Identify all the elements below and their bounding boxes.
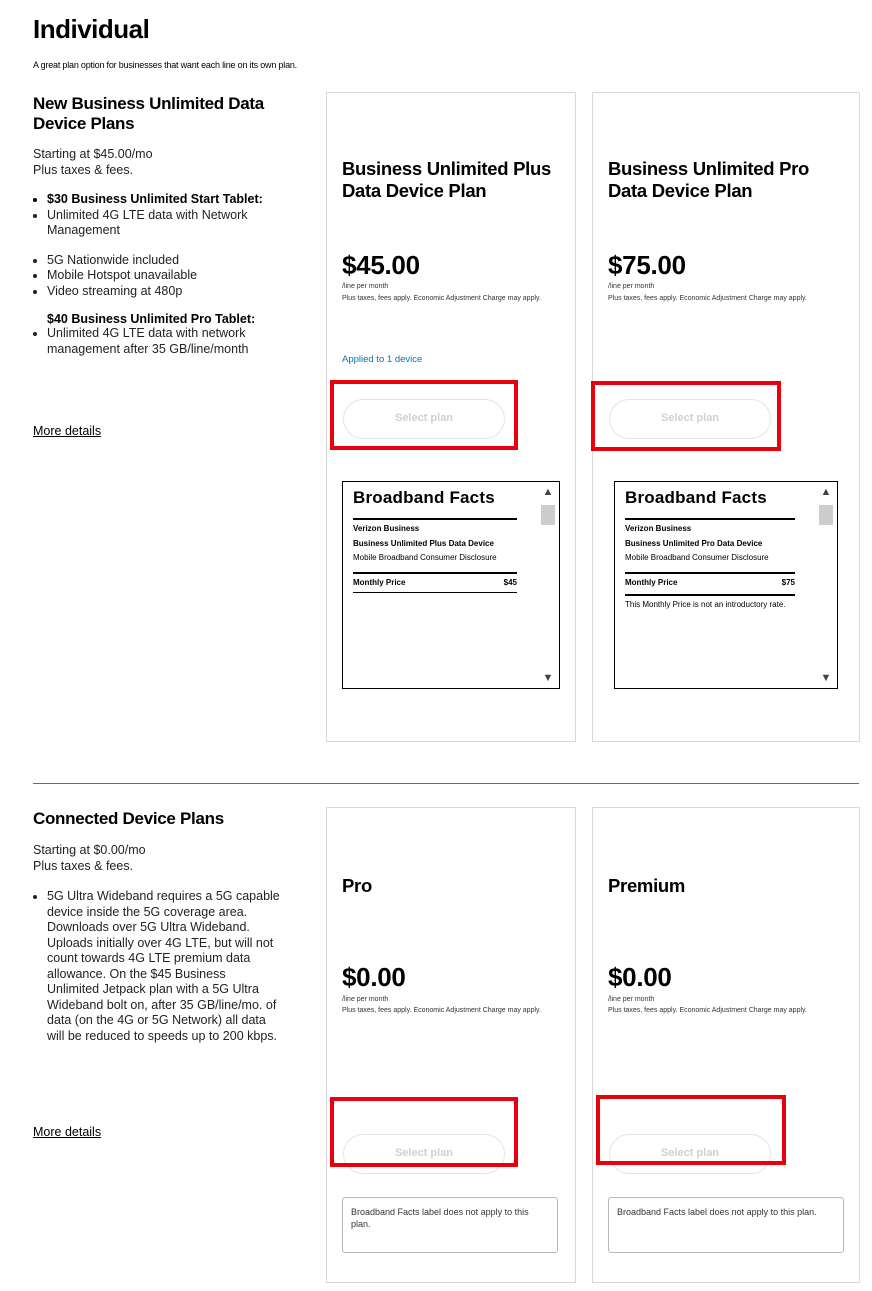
broadband-facts-note: Broadband Facts label does not apply to this plan. <box>342 1197 558 1253</box>
page-title: Individual <box>33 14 150 44</box>
facts-provider: Verizon Business <box>625 524 692 533</box>
feature-subhead: $40 Business Unlimited Pro Tablet: <box>47 312 256 326</box>
plan-name: Business Unlimited Pro Data Device Plan <box>608 158 810 201</box>
facts-monthly-price: Monthly Price $75 <box>625 577 795 587</box>
price-fine-print: Plus taxes, fees apply. Economic Adjustment Charge may apply. <box>342 1007 541 1014</box>
facts-plan: Business Unlimited Plus Data Device <box>353 538 494 548</box>
list-item: • 5G Ultra Wideband requires a 5G capable device inside the 5G coverage area. Downloads over 5G Ultra Wideband. Uploads initially over 4G LTE, but will not count towards 4G LTE premium data allowance. On the $45 Business Unlimited Jetpack plan with a 5G Ultra Wideband bolt on, after 35 GB/line/mo. of data (on the 4G or 5G Network) all data will be reduced to speeds up to 200 kbps. <box>47 889 281 1044</box>
select-plan-button[interactable]: Select plan <box>609 399 771 439</box>
highlight-box <box>591 381 781 451</box>
price-unit: /line per month <box>342 996 389 1003</box>
plan-features <box>33 889 295 1117</box>
price-fine-print: Plus taxes, fees apply. Economic Adjustment Charge may apply. <box>608 1007 807 1014</box>
facts-plan: Business Unlimited Pro Data Device <box>625 538 763 548</box>
plan-name: Business Unlimited Plus Data Device Plan <box>342 158 551 201</box>
list-item: • Unlimited 4G LTE data with Network Management <box>47 208 295 239</box>
scroll-thumb[interactable] <box>819 505 833 525</box>
broadband-facts-note: Broadband Facts label does not apply to this plan. <box>608 1197 844 1253</box>
section-title: Connected Device Plans <box>33 809 224 828</box>
plan-price: $75.00 <box>608 250 686 280</box>
starting-price: Starting at $45.00/mo <box>33 147 153 161</box>
feature-list <box>33 253 295 300</box>
highlight-box <box>330 1097 518 1167</box>
broadband-facts-panel[interactable] <box>614 481 838 689</box>
fade-overlay <box>33 1095 295 1117</box>
plan-card-premium <box>592 807 860 1283</box>
plan-features <box>33 192 295 406</box>
facts-intro-note: This Monthly Price is not an introductory rate. <box>625 600 786 609</box>
facts-monthly-price: Monthly Price $45 <box>353 577 517 587</box>
chevron-up-icon[interactable]: ▲ <box>820 486 832 498</box>
select-plan-button[interactable]: Select plan <box>343 399 505 439</box>
plan-price: $0.00 <box>342 962 406 992</box>
applied-device-count[interactable]: Applied to 1 device <box>342 354 423 365</box>
facts-disclosure: Mobile Broadband Consumer Disclosure <box>353 553 497 562</box>
scroll-thumb[interactable] <box>541 505 555 525</box>
list-item: • Unlimited 4G LTE data with network management after 35 GB/line/month <box>47 326 295 357</box>
plan-price: $0.00 <box>608 962 672 992</box>
highlight-box <box>330 380 518 450</box>
taxes-note: Plus taxes & fees. <box>33 163 134 177</box>
select-plan-button[interactable]: Select plan <box>609 1134 771 1174</box>
price-unit: /line per month <box>608 283 655 290</box>
price-fine-print: Plus taxes, fees apply. Economic Adjustment Charge may apply. <box>342 295 541 302</box>
broadband-facts-panel[interactable] <box>342 481 560 689</box>
price-fine-print: Plus taxes, fees apply. Economic Adjustment Charge may apply. <box>608 295 807 302</box>
section-intro-data-device <box>33 94 295 438</box>
more-details-link[interactable]: More details <box>33 424 102 438</box>
feature-list <box>33 192 295 239</box>
list-item: • Mobile Hotspot unavailable <box>47 268 295 284</box>
feature-list <box>33 326 295 357</box>
facts-provider: Verizon Business <box>353 524 420 533</box>
plan-card-pro <box>326 807 576 1283</box>
section-divider <box>33 783 859 784</box>
broadband-facts-title: Broadband Facts <box>353 488 495 507</box>
section-intro-connected-device <box>33 809 295 1139</box>
plan-name: Premium <box>608 875 686 896</box>
feature-list <box>33 889 295 1044</box>
list-item: • 5G Nationwide included <box>47 253 295 269</box>
broadband-facts-title: Broadband Facts <box>625 488 767 507</box>
taxes-note: Plus taxes & fees. <box>33 859 134 873</box>
highlight-box <box>596 1095 786 1165</box>
select-plan-button[interactable]: Select plan <box>343 1134 505 1174</box>
fade-overlay <box>33 372 295 406</box>
more-details-link[interactable]: More details <box>33 1125 102 1139</box>
chevron-down-icon[interactable]: ▼ <box>542 672 554 684</box>
page-subtitle: A great plan option for businesses that want each line on its own plan. <box>33 60 297 70</box>
list-item: • Video streaming at 480p <box>47 284 295 300</box>
section-title: New Business Unlimited Data Device Plans <box>33 94 264 133</box>
facts-disclosure: Mobile Broadband Consumer Disclosure <box>625 553 769 562</box>
starting-price: Starting at $0.00/mo <box>33 843 146 857</box>
price-unit: /line per month <box>342 283 389 290</box>
chevron-up-icon[interactable]: ▲ <box>542 486 554 498</box>
price-unit: /line per month <box>608 996 655 1003</box>
plan-name: Pro <box>342 875 372 896</box>
list-item: • $30 Business Unlimited Start Tablet: <box>47 192 295 208</box>
chevron-down-icon[interactable]: ▼ <box>820 672 832 684</box>
plan-price: $45.00 <box>342 250 420 280</box>
facts-scrollbar[interactable] <box>537 482 559 688</box>
facts-scrollbar[interactable] <box>815 482 837 688</box>
